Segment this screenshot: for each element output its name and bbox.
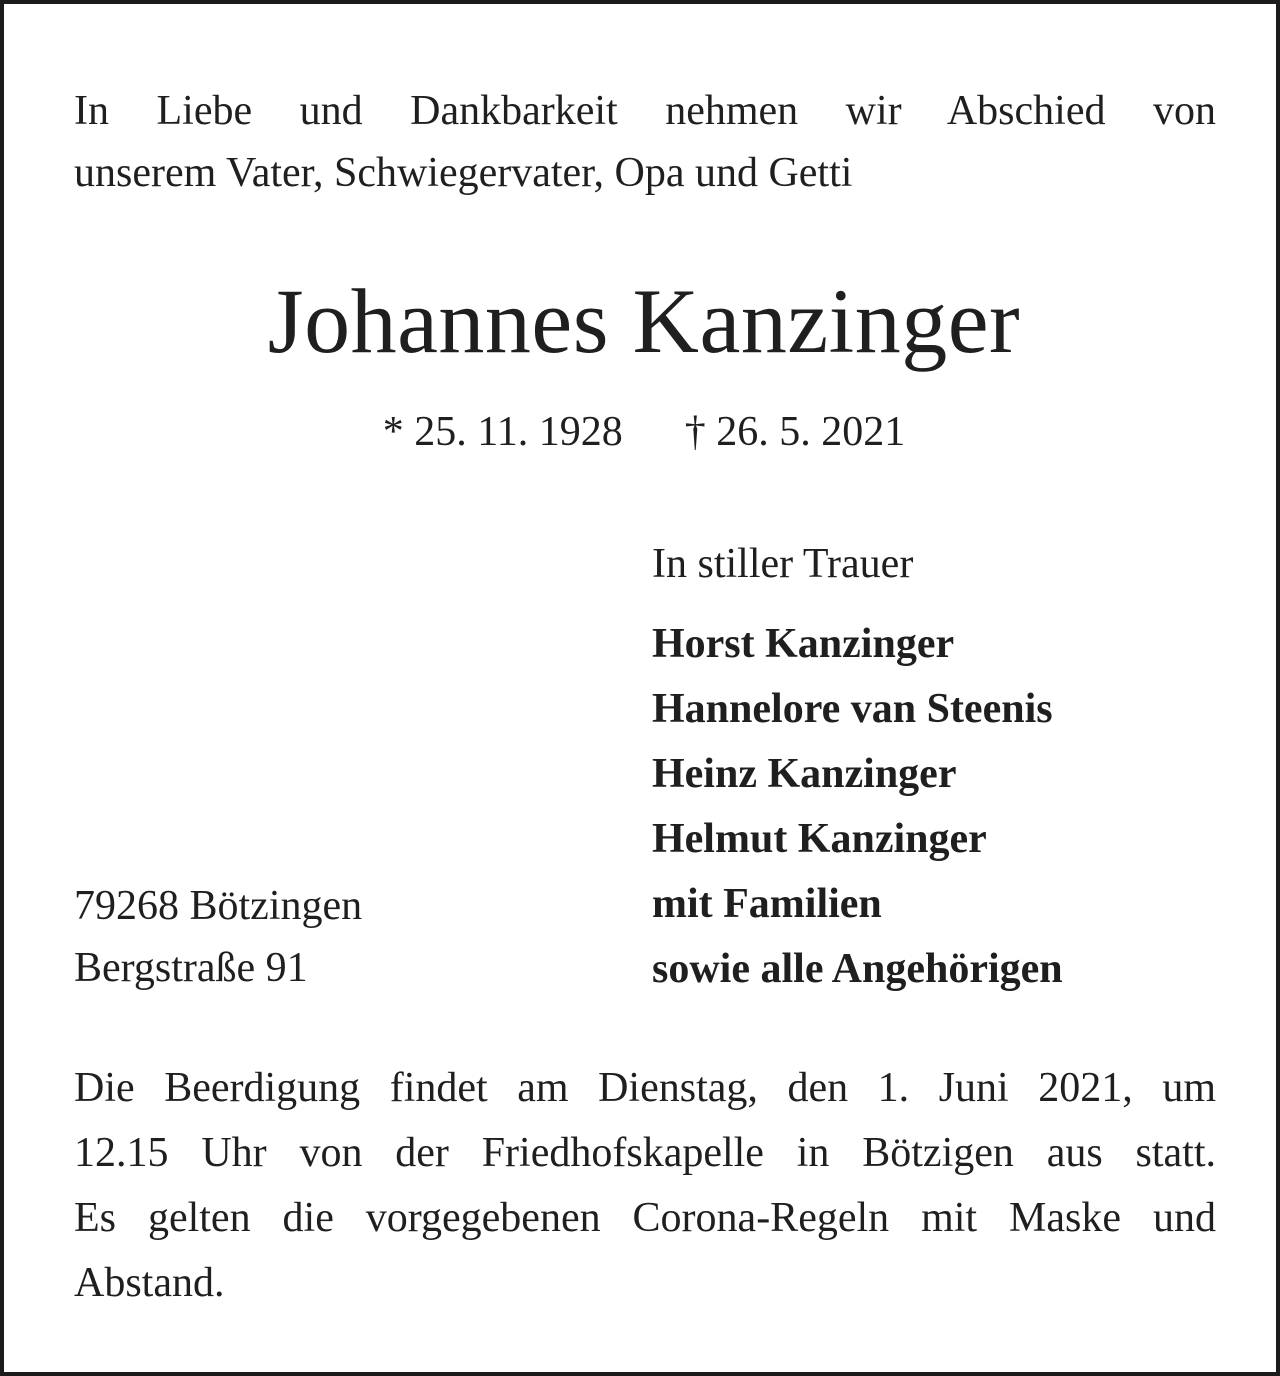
funeral-line: Abstand.: [74, 1260, 225, 1306]
mourner-name: sowie alle Angehörigen: [652, 946, 1063, 992]
intro-text: [74, 80, 1216, 204]
mourner-name: Hannelore van Steenis: [652, 686, 1053, 732]
mourner-name: Heinz Kanzinger: [652, 751, 957, 797]
address-street: Bergstraße 91: [74, 945, 308, 991]
mourner-name: Helmut Kanzinger: [652, 816, 987, 862]
funeral-line: Es gelten die vorgegebenen Corona-Regeln mit Maske und: [74, 1195, 1216, 1241]
mourner-name: Horst Kanzinger: [652, 621, 955, 667]
mourner-name: mit Familien: [652, 881, 882, 927]
address-block: [74, 875, 362, 999]
mourning-label: In stiller Trauer: [652, 541, 914, 587]
mourners-list: [652, 612, 1063, 1002]
birth-date: * 25. 11. 1928: [382, 409, 623, 455]
intro-line: In Liebe und Dankbarkeit nehmen wir Abschied von: [74, 88, 1216, 134]
death-date: † 26. 5. 2021: [684, 409, 906, 455]
funeral-line: Die Beerdigung findet am Dienstag, den 1. Juni 2021, um: [74, 1065, 1216, 1111]
funeral-info: [74, 1056, 1216, 1316]
intro-line: unserem Vater, Schwiegervater, Opa und Getti: [74, 150, 853, 196]
deceased-name: Johannes Kanzinger: [267, 270, 1021, 372]
address-city: 79268 Bötzingen: [74, 883, 363, 929]
funeral-line: 12.15 Uhr von der Friedhofskapelle in Bötzigen aus statt.: [74, 1130, 1216, 1176]
life-dates: [4, 404, 1280, 460]
